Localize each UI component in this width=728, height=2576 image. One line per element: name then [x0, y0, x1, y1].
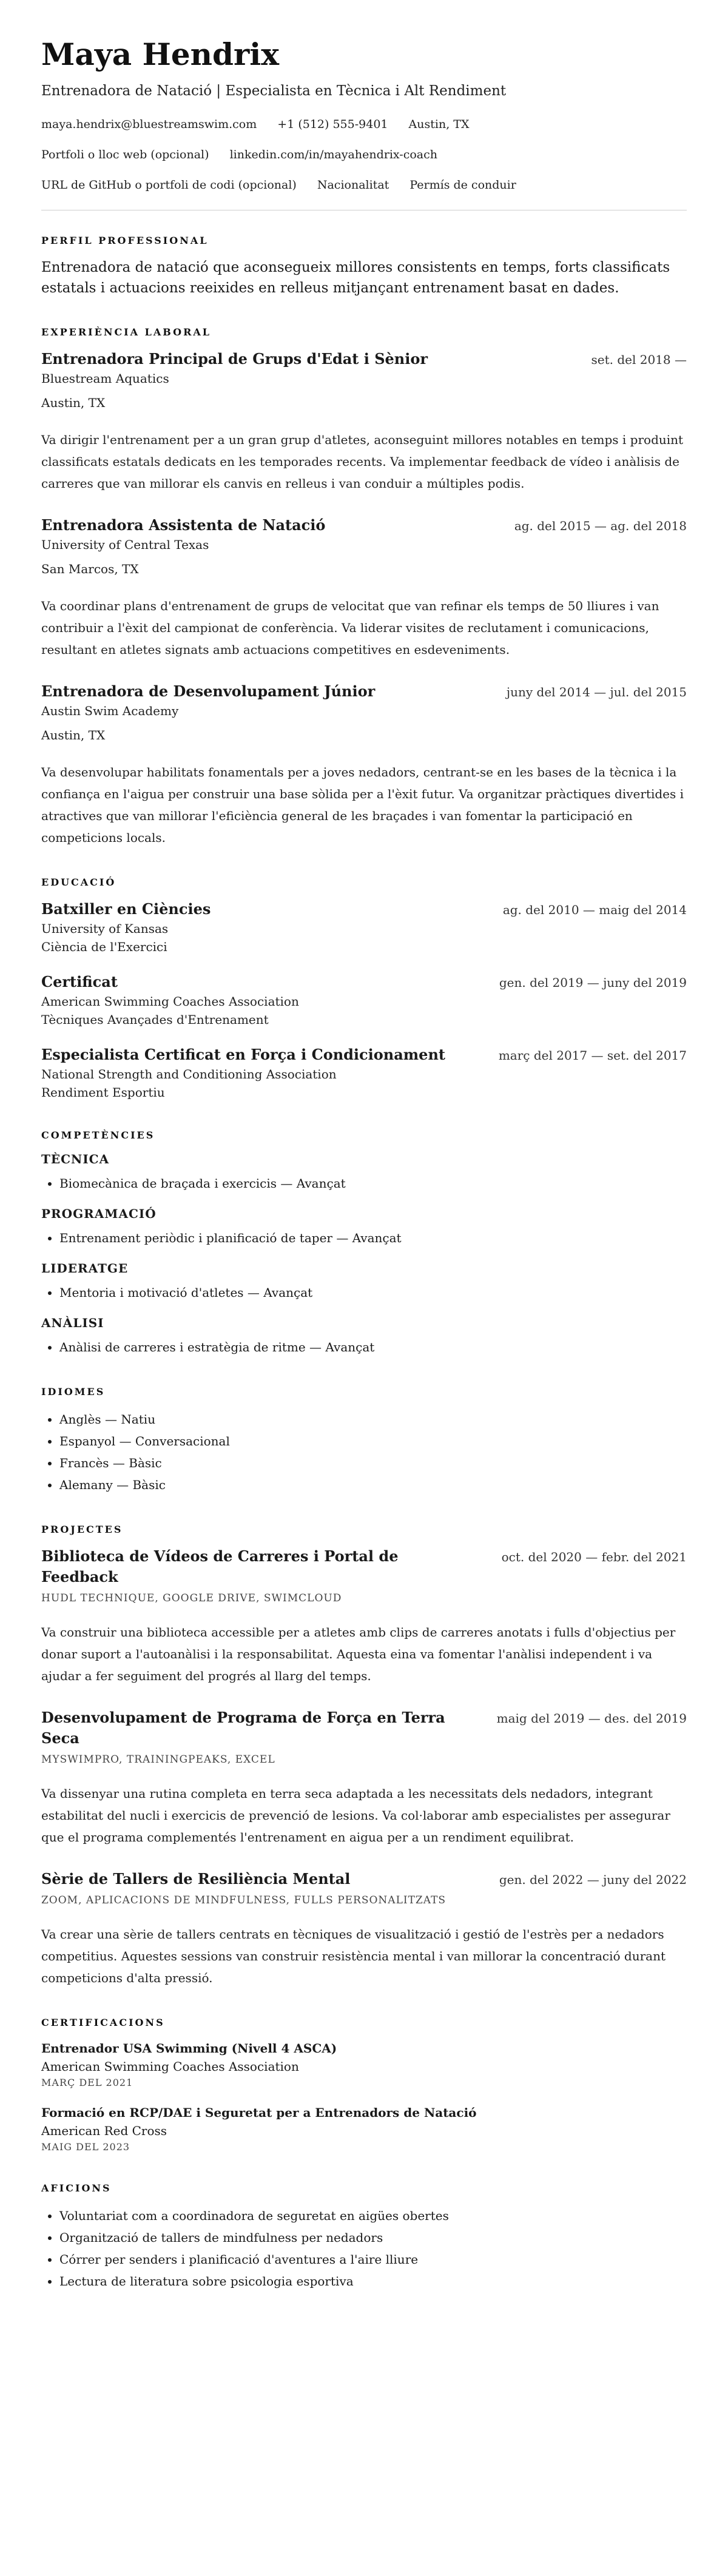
project-tech: ZOOM, APLICACIONS DE MINDFULNESS, FULLS PERSONALITZATS	[41, 1894, 447, 1906]
project-name: Desenvolupament de Programa de Força en Terra Seca	[41, 1709, 445, 1747]
skill-group	[41, 1316, 687, 1358]
job-description: Va dirigir l'entrenament per a un gran grup d'atletes, aconseguint millores notables en temps i produint classificats estatals dedicats en les temporades recents. Va implementar feedback de vídeo i anàlisis de carreres que van millorar els canvis en relleus i van conduir a múltiples podis.	[41, 432, 684, 491]
projects-heading: PROJECTES	[41, 1524, 123, 1535]
headline: Entrenadora de Natació | Especialista en Tècnica i Alt Rendiment	[41, 83, 507, 99]
certification-entry	[41, 2104, 687, 2154]
language-item: • Alemany — Bàsic	[59, 1474, 687, 1496]
institution: American Swimming Coaches Association	[41, 994, 299, 1009]
skill-item: • Entrenament periòdic i planificació de taper — Avançat	[59, 1227, 687, 1249]
certification-date: MARÇ DEL 2021	[41, 2077, 133, 2088]
summary-heading: PERFIL PROFESSIONAL	[41, 235, 209, 246]
education-entry	[41, 899, 687, 956]
project-dates: maig del 2019 — des. del 2019	[496, 1711, 687, 1726]
project-tech: MYSWIMPRO, TRAININGPEAKS, EXCEL	[41, 1754, 275, 1766]
degree: Batxiller en Ciències	[41, 900, 211, 918]
education-entry	[41, 1044, 687, 1101]
education-dates: març del 2017 — set. del 2017	[498, 1048, 687, 1063]
employer: Austin Swim Academy	[41, 704, 179, 718]
certification-issuer: American Red Cross	[41, 2124, 167, 2138]
certifications-heading: CERTIFICACIONS	[41, 2017, 165, 2028]
project-entry	[41, 1546, 687, 1687]
summary-section	[41, 235, 687, 298]
skills-section	[41, 1129, 687, 1358]
github-link: URL de GitHub o portfoli de codi (opcional)	[41, 178, 297, 192]
education-section	[41, 876, 687, 1101]
hobbies-list	[41, 2205, 687, 2292]
degree: Certificat	[41, 973, 118, 990]
education-entry	[41, 972, 687, 1029]
project-name: Biblioteca de Vídeos de Carreres i Portal de Feedback	[41, 1547, 399, 1586]
skill-category: LIDERATGE	[41, 1261, 129, 1276]
skill-item: • Biomecànica de braçada i exercicis — Avançat	[59, 1172, 687, 1194]
project-description: Va crear una sèrie de tallers centrats en tècniques de visualització i gestió de l'estrès per a nedadors competitius. Aquestes sessions van construir resistència mental i van millorar la concentració durant competicions d'alta pressió.	[41, 1927, 666, 1985]
project-description: Va dissenyar una rutina completa en terra seca adaptada a les necessitats dels nedadors, integrant estabilitat del nucli i exercicis de prevenció de lesions. Va col·laborar amb especialistes per assegurar que el programa complementés l'entrenament en aigua per a un rendiment equilibrat.	[41, 1786, 670, 1845]
language-item: • Espanyol — Conversacional	[59, 1430, 687, 1452]
certification-entry	[41, 2039, 687, 2090]
project-entry	[41, 1869, 687, 1989]
contact-row-links	[41, 147, 687, 163]
job-location: San Marcos, TX	[41, 562, 139, 576]
driving-license: Permís de conduir	[410, 178, 516, 192]
hobby-item: • Voluntariat com a coordinadora de seguretat en aigües obertes	[59, 2205, 687, 2227]
skill-category: PROGRAMACIÓ	[41, 1206, 157, 1221]
certification-name: Formació en RCP/DAE i Seguretat per a Entrenadors de Natació	[41, 2105, 477, 2120]
project-dates: gen. del 2022 — juny del 2022	[499, 1872, 687, 1887]
field-of-study: Ciència de l'Exercici	[41, 940, 167, 954]
project-entry	[41, 1707, 687, 1848]
job-dates: set. del 2018 —	[591, 352, 687, 367]
email: maya.hendrix@bluestreamswim.com	[41, 118, 257, 131]
job-title: Entrenadora Assistenta de Natació	[41, 516, 326, 534]
employer: University of Central Texas	[41, 537, 209, 552]
education-heading: EDUCACIÓ	[41, 876, 116, 888]
experience-entry	[41, 349, 687, 494]
skills-heading: COMPETÈNCIES	[41, 1129, 155, 1141]
project-description: Va construir una biblioteca accessible per a atletes amb clips de carreres anotats i fulls d'objectius per donar suport a l'autoanàlisi i la responsabilitat. Aquesta eina va fomentar l'anàlisi independent i va ajudar a fer seguiment del progrés al llarg del temps.	[41, 1625, 676, 1683]
resume-header	[41, 35, 687, 193]
hobbies-section	[41, 2182, 687, 2292]
job-location: Austin, TX	[41, 728, 106, 742]
employer: Bluestream Aquatics	[41, 371, 169, 386]
skill-category: ANÀLISI	[41, 1316, 104, 1330]
candidate-name: Maya Hendrix	[41, 36, 280, 72]
certification-date: MAIG DEL 2023	[41, 2141, 130, 2153]
job-dates: ag. del 2015 — ag. del 2018	[514, 519, 687, 533]
summary-text: Entrenadora de natació que aconsegueix millores consistents en temps, forts classificats estatals i actuacions reeixides en relleus mitjançant entrenament basat en dades.	[41, 260, 670, 296]
phone: +1 (512) 555-9401	[277, 118, 388, 131]
skill-item: • Mentoria i motivació d'atletes — Avançat	[59, 1282, 687, 1303]
skill-group	[41, 1206, 687, 1249]
degree: Especialista Certificat en Força i Condicionament	[41, 1046, 445, 1063]
languages-list	[41, 1408, 687, 1496]
project-name: Sèrie de Tallers de Resiliència Mental	[41, 1870, 351, 1888]
certification-issuer: American Swimming Coaches Association	[41, 2059, 299, 2074]
education-dates: ag. del 2010 — maig del 2014	[502, 903, 687, 917]
job-location: Austin, TX	[41, 395, 106, 410]
job-dates: juny del 2014 — jul. del 2015	[506, 685, 687, 699]
nationality: Nacionalitat	[317, 178, 389, 192]
job-description: Va desenvolupar habilitats fonamentals per a joves nedadors, centrant-se en les bases de la tècnica i la confiança en l'aigua per construir una base sòlida per a l'èxit futur. Va organitzar pràctiques divertides i atractives que van millorar l'eficiència general de les braçades i van fomentar la participació en competicions locals.	[41, 765, 684, 845]
experience-heading: EXPERIÈNCIA LABORAL	[41, 326, 212, 338]
job-title: Entrenadora de Desenvolupament Júnior	[41, 682, 376, 700]
experience-entry	[41, 681, 687, 849]
project-tech: HUDL TECHNIQUE, GOOGLE DRIVE, SWIMCLOUD	[41, 1592, 342, 1604]
job-title: Entrenadora Principal de Grups d'Edat i Sènior	[41, 350, 428, 368]
contact-row-extra	[41, 177, 687, 193]
language-item: • Anglès — Natiu	[59, 1408, 687, 1430]
experience-entry	[41, 515, 687, 661]
education-dates: gen. del 2019 — juny del 2019	[499, 975, 687, 990]
languages-section	[41, 1386, 687, 1496]
job-description: Va coordinar plans d'entrenament de grups de velocitat que van refinar els temps de 50 lliures i van contribuir a l'èxit del campionat de conferència. Va liderar visites de reclutament i comunicacions, resultant en atletes signats amb actuacions competitives en esdeveniments.	[41, 599, 659, 657]
field-of-study: Rendiment Esportiu	[41, 1085, 165, 1100]
certifications-section	[41, 2017, 687, 2154]
experience-section	[41, 326, 687, 849]
skill-category: TÈCNICA	[41, 1152, 110, 1166]
contact-row-primary	[41, 116, 687, 132]
language-item: • Francès — Bàsic	[59, 1452, 687, 1474]
skill-item: • Anàlisi de carreres i estratègia de ritme — Avançat	[59, 1336, 687, 1358]
hobby-item: • Lectura de literatura sobre psicologia esportiva	[59, 2270, 687, 2292]
skill-group	[41, 1152, 687, 1194]
portfolio-link: Portfoli o lloc web (opcional)	[41, 148, 209, 161]
project-dates: oct. del 2020 — febr. del 2021	[501, 1550, 687, 1564]
field-of-study: Tècniques Avançades d'Entrenament	[41, 1012, 269, 1027]
projects-section	[41, 1524, 687, 1989]
institution: University of Kansas	[41, 921, 169, 936]
hobby-item: • Organització de tallers de mindfulness per nedadors	[59, 2227, 687, 2248]
location: Austin, TX	[408, 118, 470, 131]
institution: National Strength and Conditioning Association	[41, 1067, 337, 1081]
hobby-item: • Córrer per senders i planificació d'aventures a l'aire lliure	[59, 2248, 687, 2270]
skill-group	[41, 1261, 687, 1303]
linkedin-link: linkedin.com/in/mayahendrix-coach	[229, 148, 437, 161]
languages-heading: IDIOMES	[41, 1386, 106, 1397]
hobbies-heading: AFICIONS	[41, 2182, 112, 2194]
certification-name: Entrenador USA Swimming (Nivell 4 ASCA)	[41, 2041, 337, 2056]
